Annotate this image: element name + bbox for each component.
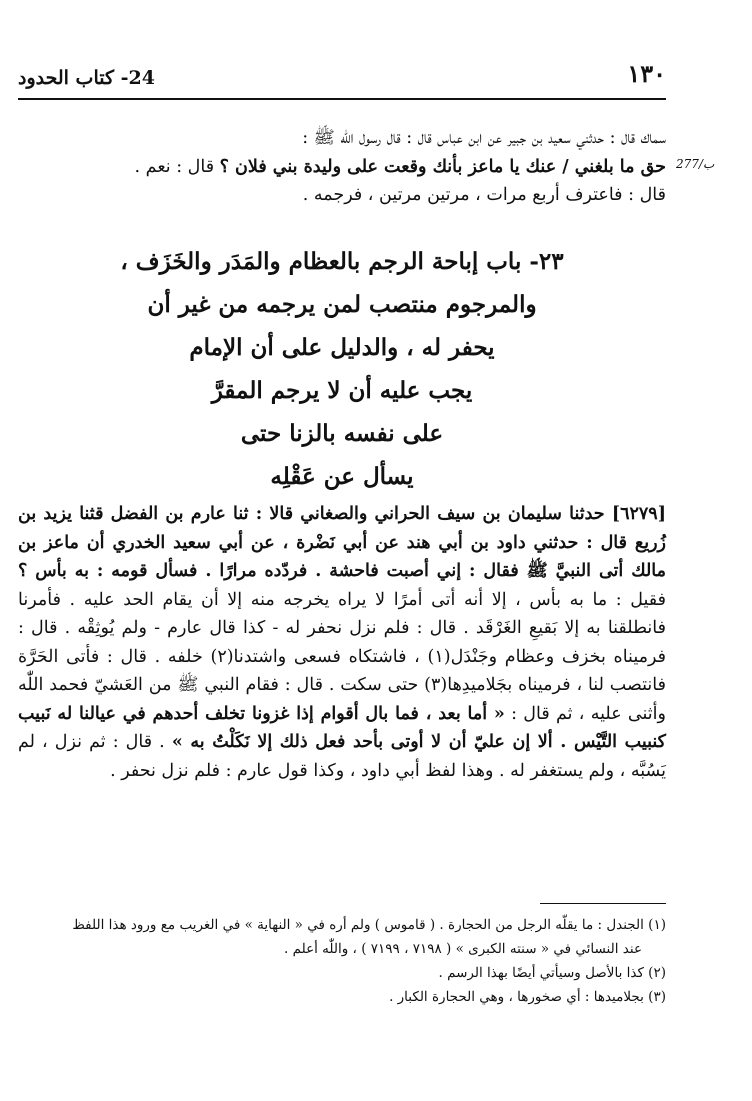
- intro-line-2: [18, 153, 666, 182]
- chapter-line-4: يجب عليه أن لا يرجم المقرَّ: [211, 377, 473, 404]
- intro-paragraph: [18, 124, 666, 210]
- footnote-separator: [540, 903, 666, 904]
- book-title: 24- كتاب الحدود: [18, 67, 155, 89]
- chapter-line-6: يسأل عن عَقْلِه: [270, 463, 414, 490]
- manuscript-folio-ref: 277/ب: [676, 157, 715, 171]
- intro-line-2-rest: قال : نعم .: [134, 156, 220, 177]
- chapter-line-5: على نفسه بالزنا حتى: [240, 420, 444, 447]
- page-header: [18, 58, 666, 100]
- hadith-paragraph: [18, 500, 666, 785]
- hadith-text: [18, 500, 666, 785]
- hadith-chain-start: حدثنا سليمان بن سيف الحراني والصغاني قالا : ثنا عارم بن الفضل قثنا يزيد بن زُريع قال : حدثني داود بن أبي هند عن أبي نَضْرة ، عن أبي سعيد الخدري أن ماعز بن مالك أتى النبيَّ ﷺ فقال : إني أصبت فاحشة . فردّده مرارًا . فسأل قومه :: [18, 504, 666, 581]
- intro-line-3: قال : فاعترف أربع مرات ، مرتين مرتين ، فرجمه .: [302, 185, 666, 205]
- chapter-line-3: يحفر له ، والدليل على أن الإمام: [189, 334, 495, 361]
- footnote-3: (٣) بجلاميدها : أي صخورها ، وهي الحجارة الكبار .: [389, 989, 666, 1005]
- intro-line-1: سماك قال : حدثني سعيد بن جبير عن ابن عباس قال : قال رسول اللّٰه ﷺ :: [302, 128, 666, 148]
- hadith-ending: . قال : ثم نزل ، لم يَسُبَّه ، ولم يستغفر له . وهذا لفظ أبي داود ، وكذا قول عارم : فلم نزل نحفر .: [18, 732, 666, 781]
- hadith-narrative: فقيل : ما به بأس ، إلا أنه أتى أمرًا لا يراه يخرجه منه إلا أن يقام الحد عليه . فأمرنا فانطلقنا به إلا بَقيعِ الغَرْقَد . قال : فلم نزل نحفر له - كذا قال عارم - ولم يُوثِقْه . قال : فرميناه بخزف وعظام وجَنْدَل(١) ، فاشتكاه فسعى واشتدنا(٢) خلفه . قال : فأتى الحَرَّة فانتصب لنا ، فرميناه بجَلاميدِها(٣) حتى سكت . قال : فقام النبي ﷺ من العَشيّ فحمد اللّٰه وأثنى عليه ، ثم قال :: [18, 589, 667, 724]
- chapter-line-1: ٢٣- باب إباحة الرجم بالعظام والمَدَر والخَزَف ،: [120, 248, 564, 275]
- hadith-question: به بأس ؟: [18, 561, 89, 581]
- chapter-line-2: والمرجوم منتصب لمن يرجمه من غير أن: [147, 291, 537, 318]
- intro-line-2-bold: حق ما بلغني / عنك يا ماعز بأنك وقعت على وليدة بني فلان ؟: [219, 156, 666, 177]
- page-number: ١٣٠: [627, 59, 666, 88]
- chapter-heading: [18, 240, 666, 498]
- footnote-1-continuation: عند النسائي في « سنته الكبرى » ( ٧١٩٨ ، ٧١٩٩ ) ، واللّٰه أعلم .: [284, 941, 642, 957]
- hadith-speech: « أما بعد ، فما بال أقوام إذا غزونا تخلف أحدهم في عيالنا له نَبيب كنبيب التَّيْس . ألا إن عليّ أن لا أوتى بأحد فعل ذلك إلا نَكَلْتُ به »: [18, 703, 666, 752]
- hadith-number: [٦٢٧٩]: [611, 504, 666, 524]
- footnote-1: (١) الجندل : ما يقلّه الرجل من الحجارة . ( قاموس ) ولم أره في « النهاية » في الغريب مع ورود هذا اللفظ: [72, 917, 666, 933]
- footnote-2: (٢) كذا بالأصل وسيأتي أيضًا بهذا الرسم .: [438, 965, 666, 981]
- footnotes: [18, 913, 666, 1009]
